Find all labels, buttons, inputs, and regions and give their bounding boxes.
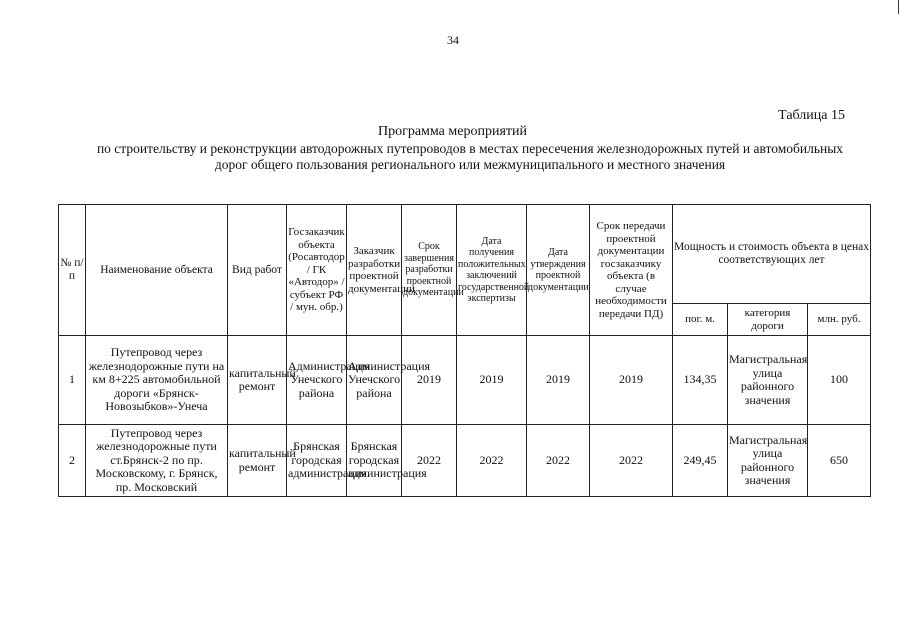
header-transfer-term: Срок передачи проектной документации госзаказчику объекта (в случае необходимости передачи ПД) xyxy=(590,205,673,336)
state-customer: Брянская городская администрация xyxy=(287,425,347,497)
cost: 100 xyxy=(808,336,871,425)
edge-mark xyxy=(898,0,899,14)
work-type: капитальный ремонт xyxy=(228,425,287,497)
header-approval-date: Дата утверждения проектной документации xyxy=(527,205,590,336)
expertise-date: 2022 xyxy=(457,425,527,497)
approval-date: 2022 xyxy=(527,425,590,497)
header-road-category: категория дороги xyxy=(728,304,808,336)
road-category: Магистральная улица районного значения xyxy=(728,336,808,425)
header-capacity-group: Мощность и стоимость объекта в ценах соответствующих лет xyxy=(673,205,871,304)
approval-date: 2019 xyxy=(527,336,590,425)
document-subtitle: по строительству и реконструкции автодорожных путепроводов в местах пересечения железнодорожных путей и автомобильных дорог общего пользования регионального или межмуниципального и местного значения xyxy=(96,141,844,172)
work-type: капитальный ремонт xyxy=(228,336,287,425)
header-cost: млн. руб. xyxy=(808,304,871,336)
length: 249,45 xyxy=(673,425,728,497)
expertise-date: 2019 xyxy=(457,336,527,425)
measures-table xyxy=(58,204,871,497)
page-number: 34 xyxy=(447,33,459,47)
state-customer: Администрация Унечского района xyxy=(287,336,347,425)
design-customer: Брянская городская администрация xyxy=(347,425,402,497)
cost: 650 xyxy=(808,425,871,497)
length: 134,35 xyxy=(673,336,728,425)
road-category: Магистральная улица районного значения xyxy=(728,425,808,497)
document-title: Программа мероприятий xyxy=(377,124,527,139)
design-completion: 2019 xyxy=(402,336,457,425)
row-num: 2 xyxy=(59,425,86,497)
header-expertise-date: Дата получения положительных заключений государственной экспертизы xyxy=(457,205,527,336)
table-row xyxy=(59,425,871,497)
header-state-customer: Госзаказчик объекта (Росавтодор / ГК «Автодор» / субъект РФ / мун. обр.) xyxy=(287,205,347,336)
header-row xyxy=(59,205,871,304)
design-completion: 2022 xyxy=(402,425,457,497)
transfer-term: 2022 xyxy=(590,425,673,497)
table-label: Таблица 15 xyxy=(778,108,845,123)
header-object-name: Наименование объекта xyxy=(86,205,228,336)
object-name: Путепровод через железнодорожные пути ст.Брянск-2 по пр. Московскому, г. Брянск, пр. Московский xyxy=(86,425,228,497)
header-work-type: Вид работ xyxy=(228,205,287,336)
object-name: Путепровод через железнодорожные пути на км 8+225 автомобильной дороги «Брянск-Новозыбков»-Унеча xyxy=(86,336,228,425)
header-design-customer: Заказчик разработки проектной документации xyxy=(347,205,402,336)
header-num: № п/п xyxy=(59,205,86,336)
row-num: 1 xyxy=(59,336,86,425)
transfer-term: 2019 xyxy=(590,336,673,425)
header-design-completion: Срок завершения разработки проектной документации xyxy=(402,205,457,336)
design-customer: Администрация Унечского района xyxy=(347,336,402,425)
table-row xyxy=(59,336,871,425)
header-length: пог. м. xyxy=(673,304,728,336)
